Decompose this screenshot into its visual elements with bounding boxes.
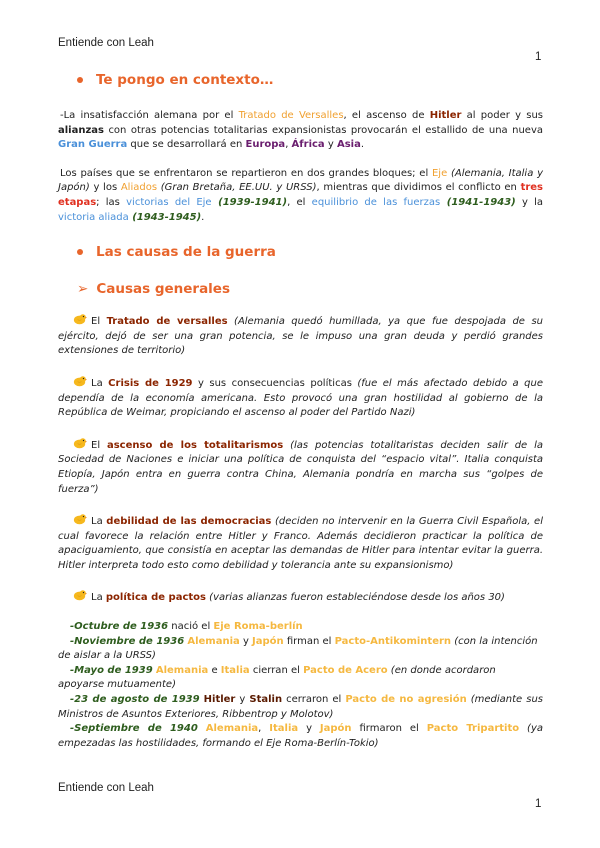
context-paragraph-2: Los países que se enfrentaron se repartieron en dos grandes bloques; el Eje (Alemania, Italia y Japón) y los Aliados (Gran Bretaña, EE.UU. y URSS), mientras que dividimos el conflicto en tres etapas; las victorias del Eje (1939-1941), el equilibrio de las fuerzas (1941-1943) y la victoria aliada (1943-1945). xyxy=(58,167,544,223)
hitler: Hitler xyxy=(429,110,462,121)
tres-etapas: tres etapas xyxy=(58,182,544,208)
subheading-text: Causas generales xyxy=(96,281,230,298)
pacts-list xyxy=(58,620,543,751)
bullet-dot-icon xyxy=(77,77,83,83)
europa: Europa xyxy=(245,139,286,151)
africa: África xyxy=(291,139,325,151)
header-title: Entiende con Leah xyxy=(58,37,154,49)
tratado-versalles: Tratado de Versalles xyxy=(238,110,344,121)
alianzas: alianzas xyxy=(58,124,104,136)
victoria-aliada: victoria aliada xyxy=(58,211,129,223)
chick-icon xyxy=(72,437,88,449)
aliados: Aliados xyxy=(120,182,158,194)
cause-item: El Tratado de versalles (Alemania quedó humillada, ya que fue despojada de su ejército, dejó de ser una gran potencia, se le impuso una gran deuda y perdió grandes extensiones de territorio) xyxy=(58,313,543,359)
chick-icon xyxy=(72,589,88,601)
pact-item: -Octubre de 1936 nació el Eje Roma-berlín xyxy=(70,621,303,633)
cause-item: La Crisis de 1929 y sus consecuencias políticas (fue el más afectado debido a que dependía de la economía americana. Esto provocó una gran hostilidad al gobierno de la República de Weimar, propiciando el ascenso al poder del Partido Nazi) xyxy=(58,375,543,421)
cause-item: La política de pactos (varias alianzas fueron estableciéndose desde los años 30) xyxy=(58,589,543,606)
section-heading-contexto xyxy=(58,72,543,88)
header-page-number: 1 xyxy=(535,51,542,63)
cause-item: El ascenso de los totalitarismos (las potencias totalitaristas deciden salir de la Sociedad de Naciones e iniciar una política de conquista del “espacio vital”. Italia conquista Etiopía, Japón entra en guerra contra China, Alemania pondría en marcha sus “golpes de fuerza”) xyxy=(58,437,543,497)
subheading-causas-generales xyxy=(58,281,543,297)
chick-icon xyxy=(72,375,88,387)
victorias-eje: victorias del Eje xyxy=(126,196,212,208)
chick-icon xyxy=(72,513,88,525)
cause-item: La debilidad de las democracias (deciden no intervenir en la Guerra Civil Española, el cual favorece la relación entre Hitler y Franco. Además decidieron practicar la política de apaciguamiento, que consistía en aceptar las demandas de Hitler para intentar evitar la guerra. Hitler interpreta todo esto como debilidad y tolerancia ante su expansionismo) xyxy=(58,513,543,573)
footer-title: Entiende con Leah xyxy=(58,782,154,794)
heading-text: Las causas de la guerra xyxy=(96,244,276,261)
asia: Asia xyxy=(336,139,361,151)
pact-item: -Mayo de 1939 Alemania e Italia cierran el Pacto de Acero (en donde acordaron apoyarse mutuamente) xyxy=(58,664,496,691)
section-heading-causas xyxy=(58,244,543,260)
pact-item: -23 de agosto de 1939 Hitler y Stalin cerraron el Pacto de no agresión (mediante sus Ministros de Asuntos Exteriores, Ribbentrop y Molotov) xyxy=(58,694,544,720)
heading-text: Te pongo en contexto… xyxy=(96,72,274,88)
arrow-right-icon: ➢ xyxy=(77,281,89,298)
eje: Eje xyxy=(431,167,448,179)
equilibrio-fuerzas: equilibrio de las fuerzas xyxy=(311,196,441,208)
gran-guerra: Gran Guerra xyxy=(58,139,128,151)
pact-item: -Noviembre de 1936 Alemania y Japón firman el Pacto-Antikomintern (con la intención de aislar a la URSS) xyxy=(58,635,538,662)
chick-icon xyxy=(72,313,88,325)
pact-item: -Septiembre de 1940 Alemania, Italia y Japón firmaron el Pacto Tripartito (ya empezadas las hostilidades, formando el Eje Roma-Berlín-Tokio) xyxy=(58,723,543,749)
bullet-dot-icon xyxy=(77,249,83,255)
footer-page-number: 1 xyxy=(535,798,542,810)
context-paragraph-1: -La insatisfacción alemana por el Tratado de Versalles, el ascenso de Hitler al poder y sus alianzas con otras potencias totalitarias expansionistas provocarán el estallido de una nueva Gran Guerra que se desarrollará en Europa, África y Asia. xyxy=(58,110,543,151)
